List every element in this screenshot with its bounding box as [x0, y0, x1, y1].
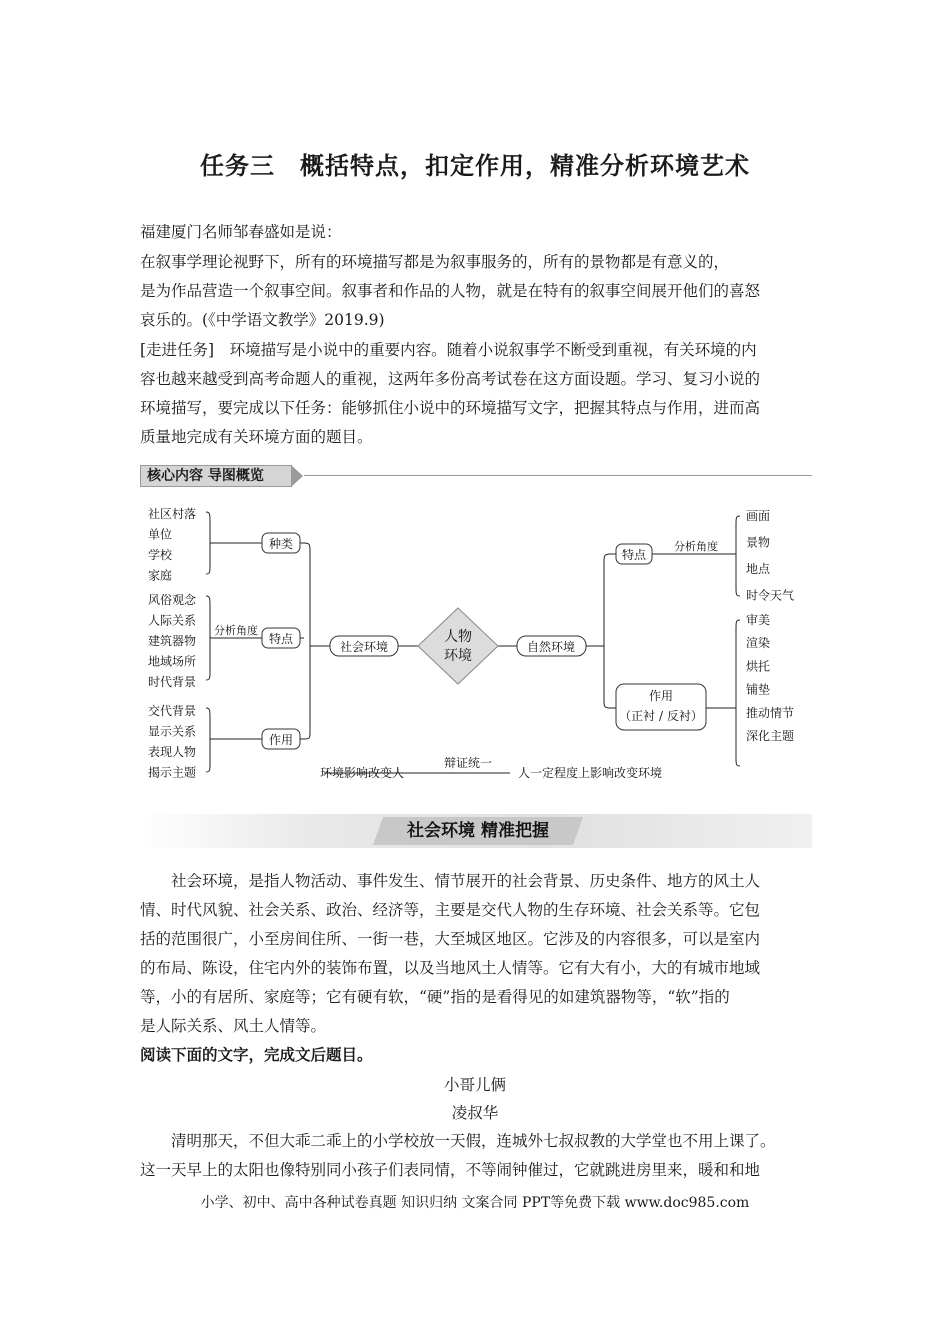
- mindmap-natural-feature-item: 景物: [746, 535, 771, 550]
- body-line: 等，小的有居所、家庭等；它有硬有软，“硬”指的是看得见的如建筑器物等，“软”指的: [140, 988, 730, 1006]
- mindmap-social-function-item: 揭示主题: [148, 765, 197, 780]
- mindmap-social-node: 社会环境: [339, 640, 389, 654]
- mindmap-analysis-note: 分析角度: [674, 540, 718, 553]
- mindmap-kind-item: 家庭: [148, 568, 173, 583]
- body-line: 括的范围很广，小至房间住所、一街一巷，大至城区地区。它涉及的内容很多，可以是室内: [140, 930, 761, 948]
- mindmap-bottom-middle: 辩证统一: [443, 756, 493, 770]
- mindmap-natural-feature-item: 画面: [746, 509, 771, 523]
- mindmap-natural-features-node: 特点: [621, 548, 647, 562]
- story-line: 清明那天，不但大乖二乖上的小学校放一天假，连城外七叔叔教的大学堂也不用上课了。: [140, 1132, 776, 1150]
- mindmap-social-feature-item: 时代背景: [148, 675, 197, 689]
- section-banner-social: [140, 814, 812, 848]
- section-banner-label: 社会环境 精准把握: [407, 821, 549, 841]
- mindmap-natural-functions-node: 作用: [648, 689, 674, 703]
- story-author: 凌叔华: [451, 1104, 499, 1122]
- mindmap-analysis-note: 分析角度: [214, 624, 258, 637]
- banner-arrow-icon: [291, 465, 303, 487]
- quote-line: 是为作品营造一个叙事空间。叙事者和作品的人物，就是在特有的叙事空间展开他们的喜怒: [140, 282, 761, 300]
- mindmap-natural-function-item: 推动情节: [746, 705, 795, 720]
- mindmap-social-feature-item: 人际关系: [148, 613, 197, 628]
- mindmap-social-features-node: 特点: [268, 632, 294, 646]
- mindmap-social-function-item: 显示关系: [148, 724, 197, 739]
- mindmap-natural-function-item: 渲染: [746, 636, 771, 651]
- task-line: 环境描写，要完成以下任务：能够抓住小说中的环境描写文字，把握其特点与作用，进而高: [140, 399, 761, 417]
- mind-map: [140, 496, 812, 788]
- mindmap-natural-function-item: 审美: [746, 613, 771, 627]
- mindmap-social-feature-item: 风俗观念: [148, 593, 197, 607]
- quote-line: 在叙事学理论视野下，所有的环境描写都是为叙事服务的，所有的景物都是有意义的，: [140, 253, 730, 271]
- intro-heading: 福建厦门名师邹春盛如是说：: [140, 223, 342, 241]
- mindmap-center-line: 人物: [444, 629, 472, 645]
- section-banner-label: 核心内容 导图概览: [140, 465, 292, 487]
- reading-prompt: 阅读下面的文字，完成文后题目。: [140, 1046, 373, 1064]
- mindmap-center-line: 环境: [444, 648, 472, 664]
- section-banner-overview: [140, 465, 812, 487]
- mindmap-bottom-right: 人一定程度上影响改变环境: [518, 766, 663, 780]
- banner-rule: [304, 475, 812, 476]
- mindmap-bottom-left: 环境影响改变人: [320, 766, 405, 780]
- mindmap-natural-feature-item: 时令天气: [746, 588, 795, 603]
- mindmap-social-functions-node: 作用: [268, 733, 294, 747]
- body-line: 社会环境，是指人物活动、事件发生、情节展开的社会背景、历史条件、地方的风土人: [140, 872, 761, 890]
- mindmap-kind-item: 学校: [148, 548, 173, 562]
- task-line: [走进任务] 环境描写是小说中的重要内容。随着小说叙事学不断受到重视，有关环境的内: [140, 341, 757, 359]
- mindmap-kinds-node: 种类: [268, 537, 294, 551]
- mindmap-kind-item: 社区村落: [148, 507, 197, 521]
- mindmap-social-function-item: 表现人物: [148, 745, 197, 759]
- task-line: 质量地完成有关环境方面的题目。: [140, 428, 373, 446]
- mindmap-social-feature-item: 地域场所: [148, 654, 197, 669]
- footer-text: 小学、初中、高中各种试卷真题 知识归纳 文案合同 PPT等免费下载 www.doc985.com: [200, 1195, 750, 1211]
- task-line: 容也越来越受到高考命题人的重视，这两年多份高考试卷在这方面设题。学习、复习小说的: [140, 370, 761, 388]
- mindmap-natural-functions-sub: （正衬 / 反衬）: [619, 709, 703, 723]
- body-line: 情、时代风貌、社会关系、政治、经济等，主要是交代人物的生存环境、社会关系等。它包: [140, 901, 761, 919]
- mindmap-natural-function-item: 烘托: [746, 659, 771, 674]
- mindmap-natural-function-item: 铺垫: [746, 682, 771, 697]
- quote-line: 哀乐的。(《中学语文教学》2019.9): [140, 311, 385, 329]
- mindmap-natural-node: 自然环境: [526, 640, 576, 654]
- mindmap-social-function-item: 交代背景: [148, 704, 197, 718]
- body-line: 的布局、陈设，住宅内外的装饰布置，以及当地风土人情等。它有大有小，大的有城市地域: [140, 959, 761, 977]
- mindmap-natural-function-item: 深化主题: [746, 729, 795, 743]
- story-title: 小哥儿俩: [443, 1076, 506, 1094]
- page-title: 任务三 概括特点，扣定作用，精准分析环境艺术: [200, 152, 750, 180]
- story-line: 这一天早上的太阳也像特别同小孩子们表同情，不等闹钟催过，它就跳进房里来，暖和和地: [140, 1161, 761, 1179]
- mindmap-social-feature-item: 建筑器物: [148, 634, 197, 648]
- mindmap-natural-feature-item: 地点: [746, 562, 771, 576]
- body-line: 是人际关系、风土人情等。: [140, 1017, 327, 1035]
- mindmap-kind-item: 单位: [148, 527, 173, 542]
